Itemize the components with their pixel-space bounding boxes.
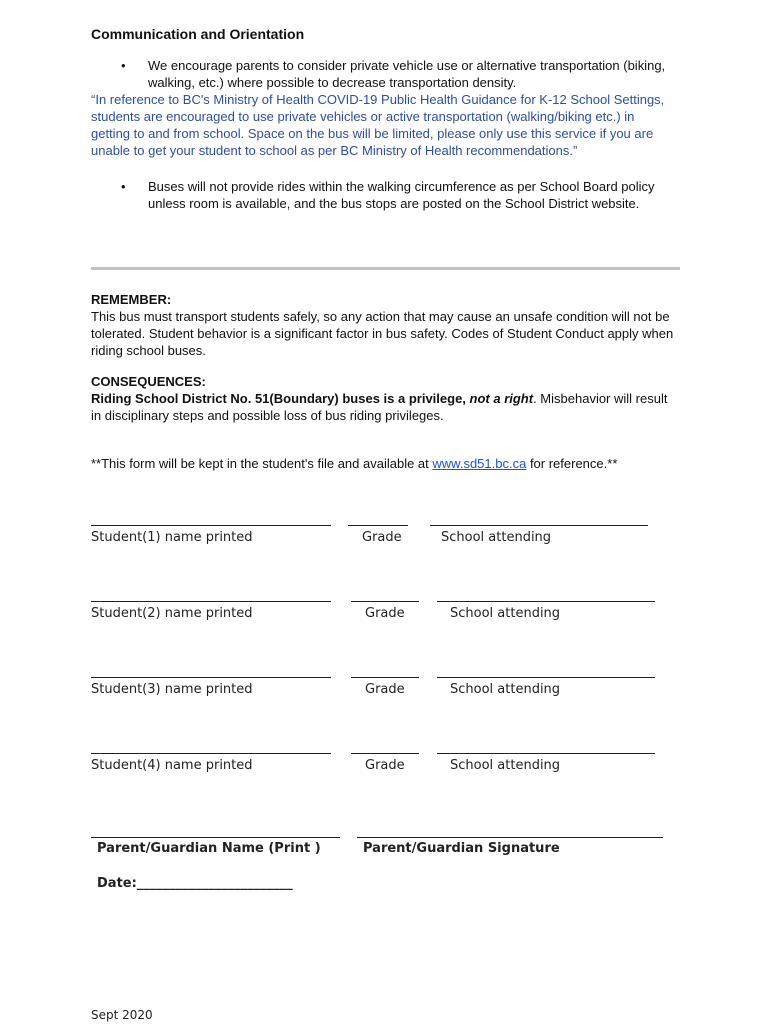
parent-signature-line[interactable]: [357, 837, 663, 838]
school-line[interactable]: [437, 753, 655, 754]
form-note: **This form will be kept in the student's file and available at www.sd51.bc.ca for reference.**: [91, 456, 618, 471]
health-guidance-quote: “In reference to BC's Ministry of Health COVID-19 Public Health Guidance for K-12 School Settings, students are encouraged to use private vehicles or active transportation (walking/biking etc.) in getting to and from school. Space on the bus will be limited, please only use this service if you are unable to get your student to school as per BC Ministry of Health recommendations.”: [91, 92, 665, 158]
bullet-item: [121, 178, 667, 212]
school-label: School attending: [441, 530, 552, 545]
bullet-item: [121, 57, 667, 91]
grade-line[interactable]: [351, 601, 419, 602]
bullet-text: Buses will not provide rides within the walking circumference as per School Board policy unless room is available, and the bus stops are posted on the School District website.: [148, 179, 655, 211]
grade-label: Grade: [362, 530, 402, 545]
footer-date: Sept 2020: [91, 1008, 153, 1022]
school-label: School attending: [450, 682, 561, 697]
consequences-bold: Riding School District No. 51(Boundary) buses is a privilege,: [91, 391, 470, 406]
grade-line[interactable]: [351, 677, 419, 678]
section-heading: Communication and Orientation: [91, 26, 305, 42]
school-line[interactable]: [430, 525, 648, 526]
grade-line[interactable]: [348, 525, 408, 526]
bullet-icon: •: [121, 179, 126, 194]
consequences-emphasis: not a right: [469, 391, 534, 406]
parent-name-label: Parent/Guardian Name (Print ): [97, 841, 321, 856]
divider: [91, 267, 680, 270]
grade-label: Grade: [365, 682, 405, 697]
district-website-link[interactable]: www.sd51.bc.ca: [432, 456, 527, 471]
consequences-text: [91, 390, 681, 424]
student-name-label: Student(4) name printed: [91, 758, 253, 773]
bullet-icon: •: [121, 58, 126, 73]
student-name-label: Student(2) name printed: [91, 606, 253, 621]
student-name-label: Student(3) name printed: [91, 682, 253, 697]
grade-label: Grade: [365, 606, 405, 621]
student-name-label: Student(1) name printed: [91, 530, 253, 545]
grade-line[interactable]: [351, 753, 419, 754]
student-name-line[interactable]: [91, 677, 331, 678]
remember-text: This bus must transport students safely, so any action that may cause an unsafe condition will not be tolerated. Student behavior is a significant factor in bus safety. Codes of Student Conduct apply when riding school buses.: [91, 309, 674, 358]
consequences-heading: CONSEQUENCES:: [91, 374, 206, 389]
student-name-line[interactable]: [91, 525, 331, 526]
bullet-text: We encourage parents to consider private vehicle use or alternative transportation (biking, walking, etc.) where possible to decrease transportation density.: [148, 58, 666, 90]
student-name-line[interactable]: [91, 753, 331, 754]
school-line[interactable]: [437, 601, 655, 602]
school-label: School attending: [450, 758, 561, 773]
grade-label: Grade: [365, 758, 405, 773]
remember-section: [91, 291, 681, 359]
remember-heading: REMEMBER:: [91, 292, 172, 307]
school-label: School attending: [450, 606, 561, 621]
parent-name-line[interactable]: [91, 837, 340, 838]
consequences-section: [91, 373, 681, 424]
student-name-line[interactable]: [91, 601, 331, 602]
consequences-rest: . Misbehavior will result in disciplinary steps and possible loss of bus riding privileges.: [91, 391, 668, 423]
date-field[interactable]: Date:________________________: [97, 876, 293, 891]
school-line[interactable]: [437, 677, 655, 678]
parent-signature-label: Parent/Guardian Signature: [363, 841, 560, 856]
